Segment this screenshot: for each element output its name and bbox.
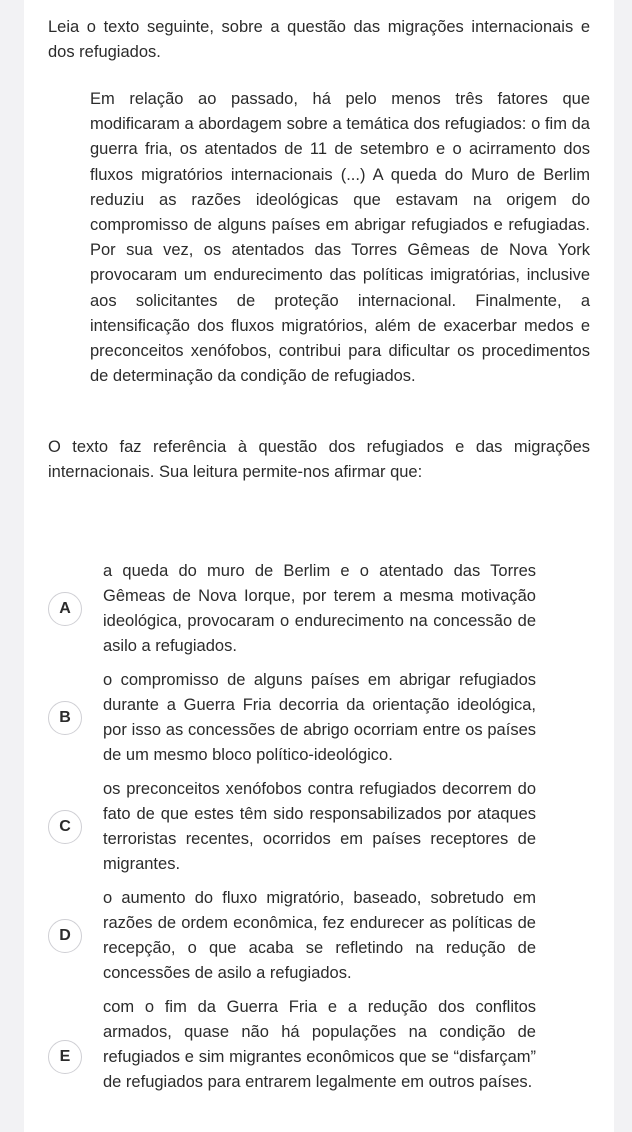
option-d-letter[interactable]: D — [48, 919, 82, 953]
option-c-text[interactable]: os preconceitos xenófobos contra refugiados decorrem do fato de que estes têm sido responsabilizados por ataques terroristas recentes, ocorridos em países receptores de migrantes. — [103, 780, 536, 873]
option-c-letter[interactable]: C — [48, 810, 82, 844]
option-a-letter[interactable]: A — [48, 592, 82, 626]
option-a-text[interactable]: a queda do muro de Berlim e o atentado das Torres Gêmeas de Nova Iorque, por terem a mesma motivação ideológica, provocaram o endurecimento na concessão de asilo a refugiados. — [103, 562, 536, 655]
option-e-text[interactable]: com o fim da Guerra Fria e a redução dos conflitos armados, quase não há populações na condição de refugiados e sim migrantes econômicos que se “disfarçam” de refugiados para entrarem legalmente em outros países. — [103, 998, 536, 1091]
option-e-letter[interactable]: E — [48, 1040, 82, 1074]
question-card — [24, 0, 614, 1132]
question-prompt: O texto faz referência à questão dos refugiados e das migrações internacionais. Sua leitura permite-nos afirmar que: — [48, 438, 590, 481]
quoted-text: Em relação ao passado, há pelo menos três fatores que modificaram a abordagem sobre a temática dos refugiados: o fim da guerra fria, os atentados de 11 de setembro e o acirramento dos fluxos migratórios internacionais (...) A queda do Muro de Berlim reduziu as razões ideológicas que estavam na origem do compromisso de alguns países em abrigar refugiados e refugiadas. Por sua vez, os atentados das Torres Gêmeas de Nova York provocaram um endurecimento das políticas imigratórias, inclusive aos solicitantes de proteção internacional. Finalmente, a intensificação dos fluxos migratórios, além de exacerbar medos e preconceitos xenófobos, contribui para dificultar os procedimentos de determinação da condição de refugiados. — [90, 90, 590, 386]
option-b-letter[interactable]: B — [48, 701, 82, 735]
option-b-text[interactable]: o compromisso de alguns países em abrigar refugiados durante a Guerra Fria decorria da orientação ideológica, por isso as concessões de abrigo ocorriam entre os países de um mesmo bloco político-ideológico. — [103, 671, 536, 764]
option-d-text[interactable]: o aumento do fluxo migratório, baseado, sobretudo em razões de ordem econômica, fez endurecer as políticas de recepção, o que acaba se refletindo na redução de concessões de asilo a refugiados. — [103, 889, 536, 982]
question-intro: Leia o texto seguinte, sobre a questão das migrações internacionais e dos refugiados. — [48, 18, 590, 61]
